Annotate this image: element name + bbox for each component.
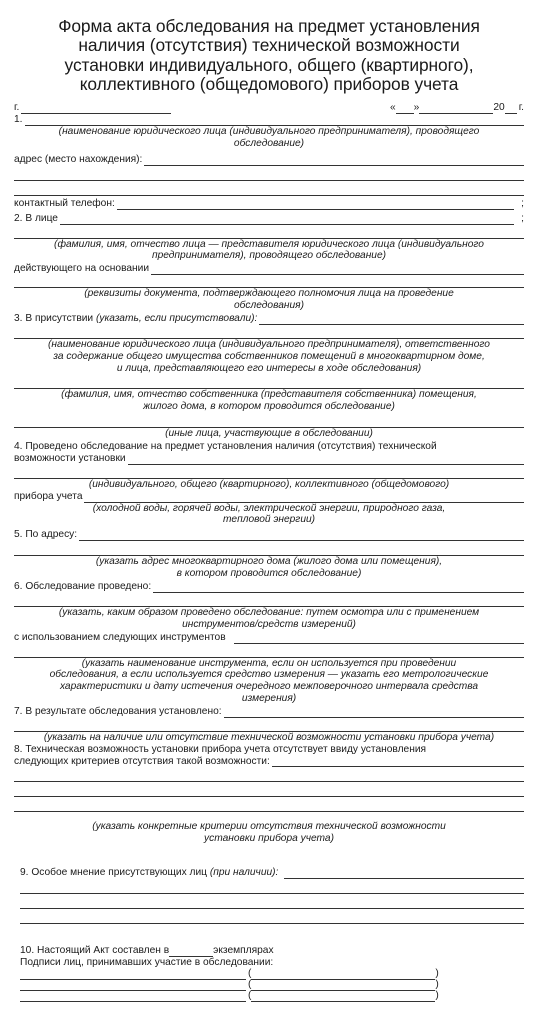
s7-label: 7. В результате обследования установлено:: [14, 705, 222, 717]
caption-line: обследования, а если используется средство измерения — указать его метрологические: [49, 669, 489, 681]
s3-row: [14, 312, 524, 325]
s3-label-note: (указать, если присутствовали):: [95, 313, 258, 325]
s4-type-row: [14, 453, 524, 465]
form-title: [0, 0, 538, 95]
s4-caption-1: [14, 479, 524, 491]
s1-org-caption: [14, 126, 524, 150]
name-field[interactable]: [251, 992, 435, 1002]
caption-line: установки прибора учета): [204, 833, 334, 845]
year-prefix: 20: [493, 102, 505, 114]
caption-line: инструментов/средств измерений): [182, 618, 356, 630]
year-field[interactable]: [505, 103, 517, 114]
s4-type-field[interactable]: [128, 454, 524, 465]
s2-basis-label: действующего на основании: [14, 263, 150, 275]
s2-basis-row: [14, 262, 524, 275]
caption-line: (указать адрес многоквартирного дома (жилого дома или помещения),: [95, 556, 443, 568]
caption-line: обследование): [233, 137, 305, 149]
s8-criteria-field[interactable]: [272, 756, 524, 767]
s8-criteria-label: следующих критериев отсутствия такой возможности:: [14, 755, 270, 767]
s1-phone-row: [14, 197, 524, 210]
header-row: [14, 101, 524, 114]
caption-line: (реквизиты документа, подтверждающего полномочия лица на проведение: [84, 288, 454, 300]
s7-caption: [14, 732, 524, 744]
s10-copies-label: экземплярах: [213, 945, 274, 957]
s2-basis-field[interactable]: [151, 264, 524, 275]
text-line: 8. Техническая возможность установки прибора учета отсутствует ввиду установления: [14, 743, 427, 755]
s6-label: 6. Обследование проведено:: [14, 581, 152, 593]
paren-open: (: [248, 968, 252, 980]
s3-caption-1: [14, 339, 524, 374]
caption-line: за содержание общего имущества собственников помещений в многоквартирном доме,: [53, 350, 485, 362]
caption-line: (холодной воды, горячей воды, электрической энергии, природного газа,: [92, 502, 446, 514]
s2-basis-caption: [14, 288, 524, 312]
s6-tools-label: с использованием следующих инструментов: [14, 631, 226, 643]
paren-close: ): [435, 968, 439, 980]
s1-org-field[interactable]: [25, 115, 525, 126]
s3-caption-2: [14, 389, 524, 413]
s7-field[interactable]: [224, 707, 524, 718]
s1-address-line[interactable]: [14, 179, 524, 181]
s4-caption-2: [14, 503, 524, 527]
title-line: Форма акта обследования на предмет установления: [58, 16, 480, 36]
s9-label-text: 9. Особое мнение присутствующих лиц: [20, 867, 210, 879]
s1-number: 1.: [14, 114, 23, 126]
s8-criteria-row: [14, 755, 524, 767]
date-close-quote: »: [413, 102, 420, 114]
year-suffix: г.: [518, 102, 524, 114]
s4-meter-label: прибора учета: [14, 490, 83, 502]
paren-open: (: [248, 979, 252, 991]
caption-line: (указать на наличие или отсутствие технической возможности установки прибора учета): [43, 731, 495, 743]
s9-label: [20, 867, 278, 879]
title-line: установки индивидуального, общего (квартирного),: [64, 54, 474, 75]
caption-line: (индивидуального, общего (квартирного), коллективного (общедомового): [88, 478, 450, 490]
caption-line: тепловой энергии): [222, 514, 316, 526]
s8-text: [14, 744, 524, 756]
s8-line[interactable]: [14, 795, 524, 797]
signature-row: [14, 991, 524, 1002]
s1-address-row: [14, 152, 524, 166]
s1-org-row: [14, 114, 524, 126]
s4-meter-field[interactable]: [84, 492, 524, 503]
s2-person-row: [14, 212, 524, 225]
paren-open: (: [248, 990, 252, 1002]
s10-row: [14, 944, 524, 957]
s1-address-field[interactable]: [144, 155, 524, 166]
s5-row: [14, 528, 524, 541]
city-field[interactable]: [21, 103, 171, 114]
s9-line[interactable]: [20, 892, 524, 894]
caption-line: характеристики и дату истечения очередного межповерочного интервала средства: [59, 681, 479, 693]
s6-caption-2: [14, 658, 524, 705]
title-line: коллективного (общедомового) приборов учета: [79, 74, 459, 95]
caption-line: обследования): [234, 300, 304, 312]
s10-copies-field[interactable]: [169, 946, 213, 957]
caption-line: (указать конкретные критерии отсутствия технической возможности: [92, 821, 446, 833]
s1-phone-label: контактный телефон:: [14, 197, 115, 209]
s10-signers: Подписи лиц, принимавших участие в обследовании:: [20, 957, 274, 969]
semicolon: ;: [521, 212, 524, 224]
caption-line: (указать, каким образом проведено обследование: путем осмотра или с применением: [58, 606, 480, 618]
caption-line: (наименование юридического лица (индивидуального предпринимателя), проводящего: [58, 125, 480, 137]
s6-tools-row: [14, 631, 524, 644]
s2-label: 2. В лице: [14, 212, 58, 224]
date-open-quote: «: [390, 102, 396, 114]
signature-field[interactable]: [20, 981, 246, 991]
caption-line: (фамилия, имя, отчество лица — представителя юридического лица (индивидуального: [54, 238, 484, 250]
s3-label: [14, 313, 257, 325]
name-field[interactable]: [251, 981, 435, 991]
caption-line: жилого дома, в котором проводится обследование): [143, 401, 395, 413]
s8-caption: [14, 821, 524, 845]
city-prefix: г.: [14, 102, 20, 114]
s4-text: [14, 441, 524, 453]
signature-row: [14, 969, 524, 980]
s5-label: 5. По адресу:: [14, 529, 78, 541]
paren-close: ): [435, 990, 439, 1002]
s8-line[interactable]: [14, 810, 524, 812]
s2-person-field[interactable]: [60, 214, 514, 225]
caption-line: измерения): [241, 692, 297, 704]
s8-line[interactable]: [14, 780, 524, 782]
signature-field[interactable]: [20, 992, 246, 1002]
s3-field[interactable]: [259, 314, 524, 325]
paren-close: ): [435, 979, 439, 991]
s4-meter-row: [14, 491, 524, 503]
s5-address-field[interactable]: [79, 530, 524, 541]
s6-field[interactable]: [153, 582, 524, 593]
s9-field[interactable]: [284, 868, 524, 879]
signature-row: [14, 980, 524, 991]
s3-caption-3: [14, 428, 524, 440]
s6-tools-field[interactable]: [234, 633, 524, 644]
caption-line: в котором проводится обследование): [176, 568, 362, 580]
s2-person-caption: [14, 239, 524, 263]
s7-row: [14, 705, 524, 718]
caption-line: (наименование юридического лица (индивидуального предпринимателя), ответственного: [48, 338, 490, 350]
day-field[interactable]: [396, 103, 414, 114]
caption-line: и лица, представляющего его интересы в ходе обследования): [116, 362, 422, 374]
s1-phone-field[interactable]: [117, 199, 514, 210]
s10-label: 10. Настоящий Акт составлен в: [20, 945, 170, 957]
s6-caption: [14, 607, 524, 631]
month-field[interactable]: [419, 103, 493, 114]
s1-address-label: адрес (место нахождения):: [14, 153, 143, 165]
s1-address-line[interactable]: [14, 194, 524, 196]
s5-caption: [14, 556, 524, 580]
s4-install-label: возможности установки: [14, 452, 126, 464]
s3-label-text: 3. В присутствии: [14, 313, 96, 325]
caption-line: (фамилия, имя, отчество собственника (представителя собственника) помещения,: [61, 389, 477, 401]
title-line: наличия (отсутствия) технической возможности: [78, 35, 460, 56]
caption-line: предпринимателя), проводящего обследование): [151, 250, 387, 262]
s9-line[interactable]: [20, 922, 524, 924]
s9-line[interactable]: [20, 907, 524, 909]
s9-label-note: (при наличии):: [209, 867, 279, 879]
s6-row: [14, 580, 524, 593]
name-field[interactable]: [251, 970, 435, 980]
s9-row: [14, 866, 524, 879]
caption-line: (указать наименование инструмента, если он используется при проведении: [81, 657, 457, 669]
signature-field[interactable]: [20, 970, 246, 980]
caption-line: (иные лица, участвующие в обследовании): [165, 428, 373, 440]
text-line: 4. Проведено обследование на предмет установления наличия (отсутствия) технической: [14, 440, 437, 452]
semicolon: ;: [521, 197, 524, 209]
